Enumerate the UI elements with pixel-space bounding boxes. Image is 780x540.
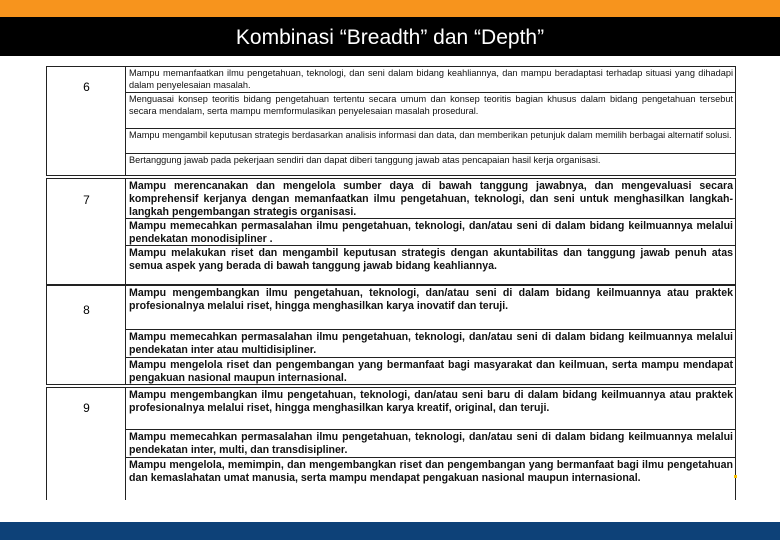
list-item: Mampu mengembangkan ilmu pengetahuan, teknologi, dan/atau seni baru di dalam bidang keilmuannya atau praktek profesionalnya melalui riset, hingga menghasilkan karya kreatif, original, dan teruji. xyxy=(126,388,735,430)
list-item: Bertanggung jawab pada pekerjaan sendiri dan dapat diberi tanggung jawab atas pencapaian hasil kerja organisasi. xyxy=(129,155,601,165)
level-items xyxy=(126,286,735,384)
list-item: Menguasai konsep teoritis bidang pengetahuan tertentu secara umum dan konsep teoritis bagian khusus dalam bidang pengetahuan tersebut secara mendalam, serta mampu memformulasikan penyelesaian masalah prosedural. xyxy=(126,93,735,129)
level-items xyxy=(126,179,735,284)
level-7-block xyxy=(46,178,736,285)
level-number: 6 xyxy=(83,80,90,94)
level-items xyxy=(126,388,735,500)
list-item: Mampu memanfaatkan ilmu pengetahuan, teknologi, dan seni dalam bidang keahliannya, dan mampu beradaptasi terhadap situasi yang dihadapi dalam penyelesaian masalah. xyxy=(126,67,735,93)
level-number-cell xyxy=(47,286,126,384)
footer-bar xyxy=(0,522,780,540)
decorative-dot xyxy=(734,475,737,478)
level-9-block xyxy=(46,387,736,500)
list-item: Mampu mengelola, memimpin, dan mengembangkan riset dan pengembangan yang bermanfaat bagi ilmu pengetahuan dan kemaslahatan umat manusia, serta mampu mendapat pengakuan nasional maupun internasional. xyxy=(129,459,733,484)
level-number: 8 xyxy=(83,303,90,317)
list-item: Mampu melakukan riset dan mengambil keputusan strategis dengan akuntabilitas dan tanggung jawab penuh atas semua aspek yang berada di bawah tanggung jawab bidang keahliannya. xyxy=(129,247,733,272)
level-number: 7 xyxy=(83,193,90,207)
slide-title: Kombinasi “Breadth” dan “Depth” xyxy=(0,17,780,56)
qualification-table xyxy=(46,66,736,500)
list-item: Mampu mengambil keputusan strategis berdasarkan analisis informasi dan data, dan memberikan petunjuk dalam memilih berbagai alternatif solusi. xyxy=(126,129,735,154)
list-item: Mampu memecahkan permasalahan ilmu pengetahuan, teknologi, dan/atau seni di dalam bidang keilmuannya melalui pendekatan inter, multi, dan transdisipliner. xyxy=(126,430,735,458)
level-number: 9 xyxy=(83,401,90,415)
list-item: Mampu memecahkan permasalahan ilmu pengetahuan, teknologi, dan/atau seni di dalam bidang keilmuannya melalui pendekatan inter atau multidisipliner. xyxy=(126,330,735,358)
level-6-block xyxy=(46,66,736,176)
level-8-block xyxy=(46,285,736,385)
list-item: Mampu mengembangkan ilmu pengetahuan, teknologi, dan/atau seni di dalam bidang keilmuannya atau praktek profesionalnya melalui riset, hingga menghasilkan karya inovatif dan teruji. xyxy=(126,286,735,330)
level-number-cell xyxy=(47,388,126,500)
level-number-cell xyxy=(47,179,126,284)
list-item: Mampu mengelola riset dan pengembangan yang bermanfaat bagi masyarakat dan keilmuan, serta mampu mendapat pengakuan nasional maupun internasional. xyxy=(129,359,733,384)
level-items xyxy=(126,67,735,175)
top-accent-bar xyxy=(0,0,780,17)
level-number-cell xyxy=(47,67,126,175)
list-item: Mampu merencanakan dan mengelola sumber daya di bawah tanggung jawabnya, dan mengevaluasi secara komprehensif kerjanya dengan memanfaatkan ilmu pengetahuan, teknologi, dan seni untuk menghasilkan langkah-langkah pengembangan strategis organisasi. xyxy=(126,179,735,219)
list-item: Mampu memecahkan permasalahan ilmu pengetahuan, teknologi, dan/atau seni di dalam bidang keilmuannya melalui pendekatan monodisipliner . xyxy=(126,219,735,246)
